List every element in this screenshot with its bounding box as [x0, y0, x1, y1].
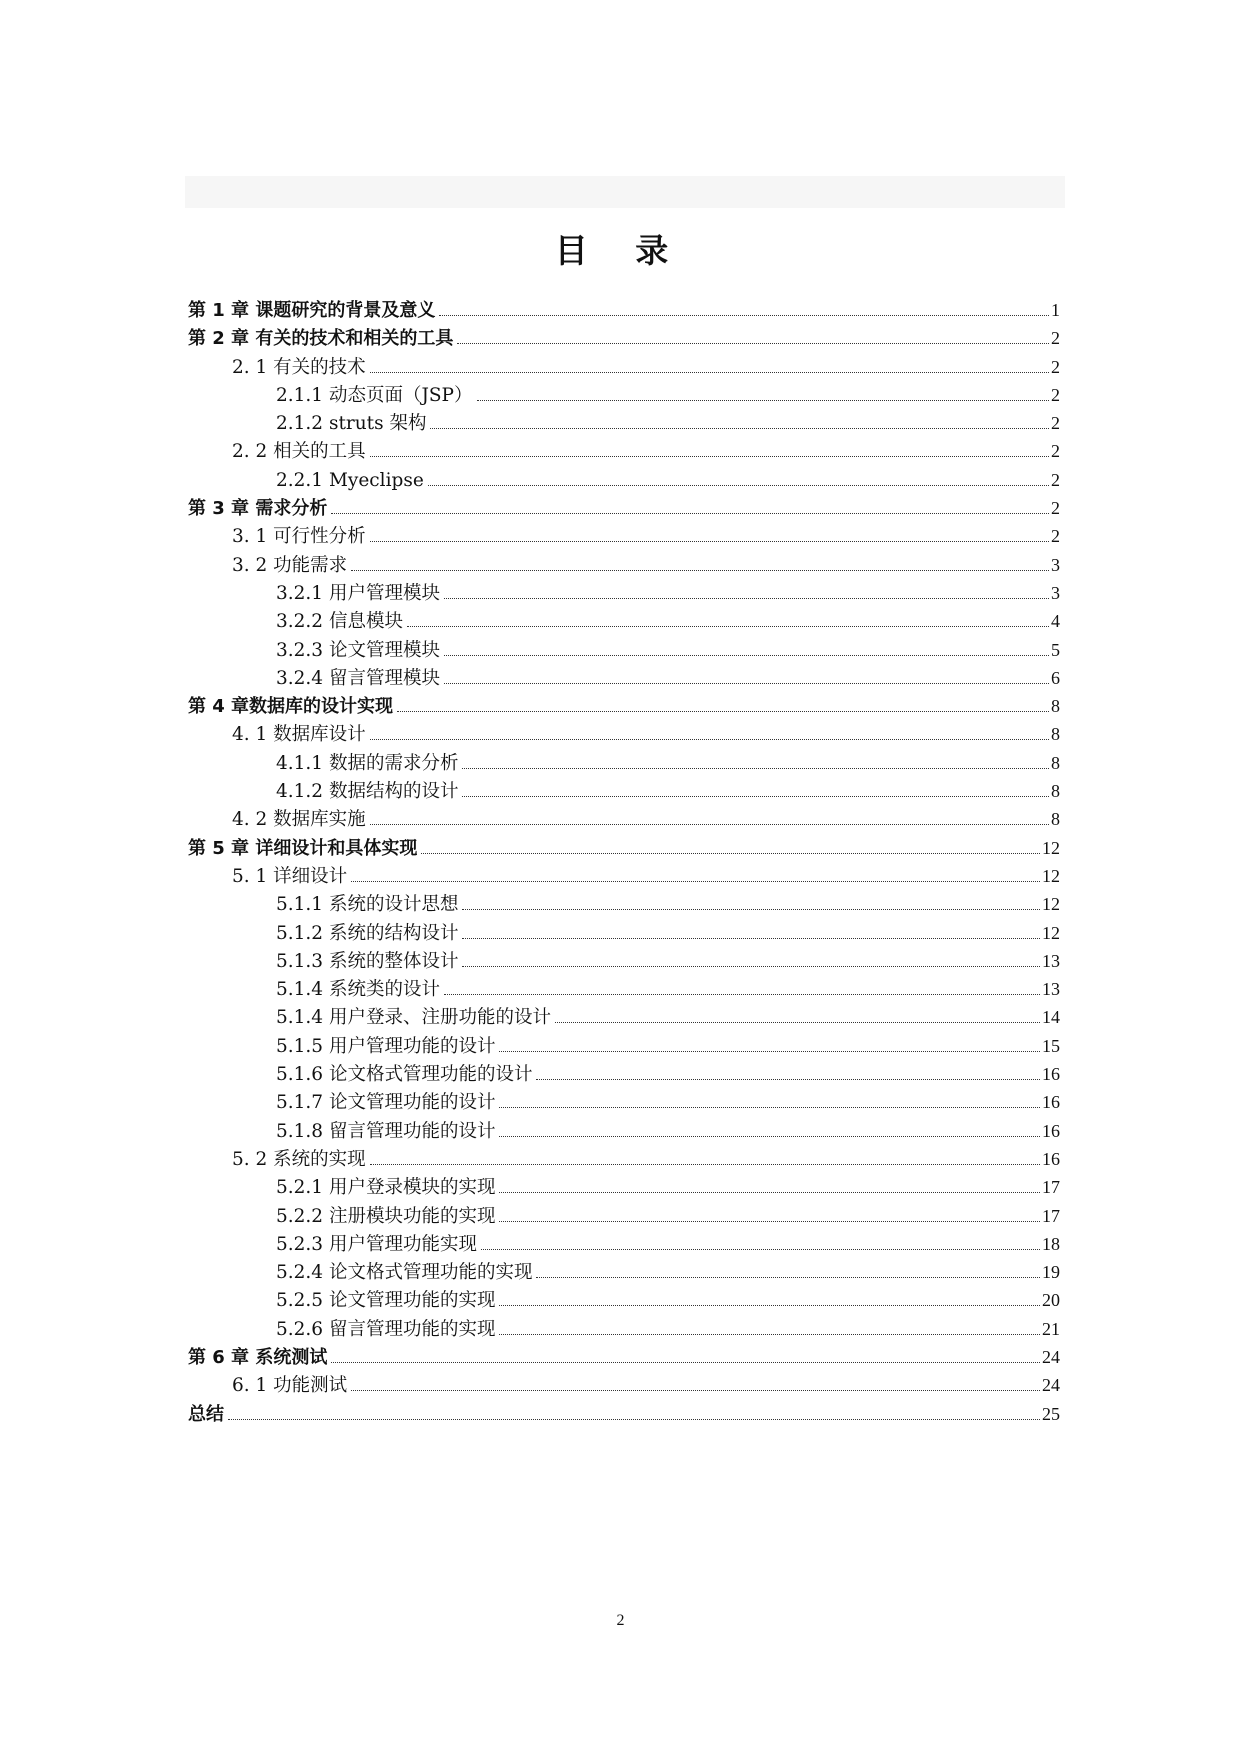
toc-entry-page: 2 — [1051, 413, 1060, 434]
toc-entry[interactable] — [188, 1315, 1060, 1343]
toc-entry-page: 17 — [1042, 1177, 1060, 1198]
toc-entry-page: 16 — [1042, 1120, 1060, 1141]
toc-entry-page: 2 — [1051, 441, 1060, 462]
toc-dot-leader — [370, 739, 1049, 740]
toc-dot-leader — [444, 994, 1040, 995]
toc-entry-page: 8 — [1051, 752, 1060, 773]
toc-entry-label: 总结 — [188, 1403, 224, 1425]
toc-entry[interactable] — [188, 1286, 1060, 1314]
toc-entry[interactable] — [188, 1088, 1060, 1116]
toc-entry-page: 8 — [1051, 724, 1060, 745]
toc-entry[interactable] — [188, 1400, 1060, 1428]
toc-dot-leader — [370, 456, 1049, 457]
toc-entry-page: 2 — [1051, 328, 1060, 349]
toc-entry-label: 4. 1 数据库设计 — [232, 724, 366, 746]
toc-entry[interactable] — [188, 749, 1060, 777]
toc-entry-label: 5.2.1 用户登录模块的实现 — [276, 1177, 496, 1199]
toc-dot-leader — [444, 598, 1049, 599]
toc-entry[interactable] — [188, 636, 1060, 664]
toc-entry-label: 第 3 章 需求分析 — [188, 498, 328, 520]
toc-entry-page: 8 — [1051, 809, 1060, 830]
toc-entry-page: 6 — [1051, 667, 1060, 688]
toc-entry-label: 3. 2 功能需求 — [232, 554, 348, 576]
toc-entry-label: 5.1.2 系统的结构设计 — [276, 922, 459, 944]
toc-entry-page: 4 — [1051, 611, 1060, 632]
toc-entry-label: 4.1.2 数据结构的设计 — [276, 781, 459, 803]
toc-entry-page: 16 — [1042, 1092, 1060, 1113]
toc-entry-page: 24 — [1042, 1346, 1060, 1367]
toc-entry-label: 2. 2 相关的工具 — [232, 441, 366, 463]
toc-entry[interactable] — [188, 494, 1060, 522]
toc-dot-leader — [351, 881, 1040, 882]
toc-entry[interactable] — [188, 381, 1060, 409]
toc-dot-leader — [462, 938, 1040, 939]
toc-entry-page: 12 — [1042, 894, 1060, 915]
toc-entry-label: 第 1 章 课题研究的背景及意义 — [188, 300, 436, 321]
toc-entry[interactable] — [188, 1117, 1060, 1145]
toc-entry-label: 5.1.3 系统的整体设计 — [276, 950, 459, 972]
toc-entry-label: 3. 1 可行性分析 — [232, 526, 366, 548]
toc-dot-leader — [499, 1051, 1040, 1052]
toc-entry[interactable] — [188, 1173, 1060, 1201]
toc-entry-label: 5.1.4 用户登录、注册功能的设计 — [276, 1007, 551, 1029]
toc-entry-page: 18 — [1042, 1233, 1060, 1254]
toc-entry-page: 8 — [1051, 781, 1060, 802]
toc-entry-page: 1 — [1051, 300, 1060, 320]
page-number: 2 — [616, 1612, 625, 1629]
toc-entry-label: 第 5 章 详细设计和具体实现 — [188, 837, 418, 859]
toc-entry-label: 5.1.4 系统类的设计 — [276, 979, 440, 1001]
toc-entry[interactable] — [188, 1258, 1060, 1286]
toc-entry-label: 3.2.2 信息模块 — [276, 611, 403, 633]
toc-entry-label: 5. 1 详细设计 — [232, 865, 348, 887]
toc-entry-label: 2.1.1 动态页面（JSP） — [276, 384, 473, 406]
toc-entry-page: 14 — [1042, 1007, 1060, 1028]
toc-entry-page: 20 — [1042, 1290, 1060, 1311]
toc-dot-leader — [331, 513, 1049, 514]
toc-dot-leader — [407, 626, 1049, 627]
toc-entry[interactable] — [188, 579, 1060, 607]
toc-entry-label: 6. 1 功能测试 — [232, 1375, 348, 1397]
toc-dot-leader — [499, 1334, 1040, 1335]
toc-dot-leader — [499, 1107, 1040, 1108]
toc-entry-label: 5.2.4 论文格式管理功能的实现 — [276, 1262, 533, 1284]
toc-entry[interactable] — [188, 296, 1060, 324]
toc-entry-label: 3.2.4 留言管理模块 — [276, 667, 440, 689]
toc-dot-leader — [462, 909, 1040, 910]
toc-entry-page: 21 — [1042, 1318, 1060, 1339]
toc-dot-leader — [499, 1221, 1040, 1222]
toc-entry-label: 5.1.6 论文格式管理功能的设计 — [276, 1064, 533, 1086]
toc-dot-leader — [536, 1277, 1040, 1278]
page-title: 目 录 — [554, 231, 687, 270]
toc-dot-leader — [481, 1249, 1040, 1250]
toc-entry[interactable] — [188, 409, 1060, 437]
toc-entry[interactable] — [188, 692, 1060, 720]
toc-entry[interactable] — [188, 777, 1060, 805]
toc-entry[interactable] — [188, 1230, 1060, 1258]
toc-entry-page: 19 — [1042, 1262, 1060, 1283]
toc-dot-leader — [351, 570, 1049, 571]
toc-entry-label: 5.1.1 系统的设计思想 — [276, 894, 459, 916]
toc-entry-label: 2.2.1 Myeclipse — [276, 469, 424, 491]
toc-entry-page: 12 — [1042, 922, 1060, 943]
toc-entry[interactable] — [188, 890, 1060, 918]
toc-entry[interactable] — [188, 1032, 1060, 1060]
toc-entry-label: 第 6 章 系统测试 — [188, 1346, 328, 1368]
toc-entry-page: 8 — [1051, 696, 1060, 717]
toc-entry-page: 2 — [1051, 384, 1060, 405]
toc-entry-label: 3.2.3 论文管理模块 — [276, 639, 440, 661]
toc-entry[interactable] — [188, 919, 1060, 947]
toc-entry-label: 5.2.6 留言管理功能的实现 — [276, 1318, 496, 1340]
toc-entry-page: 16 — [1042, 1064, 1060, 1085]
toc-entry[interactable] — [188, 1003, 1060, 1031]
toc-dot-leader — [462, 768, 1049, 769]
toc-entry-page: 3 — [1051, 582, 1060, 603]
toc-entry[interactable] — [188, 466, 1060, 494]
toc-entry[interactable] — [188, 1060, 1060, 1088]
toc-entry-label: 第 4 章数据库的设计实现 — [188, 696, 394, 718]
toc-dot-leader — [430, 428, 1049, 429]
toc-entry-page: 24 — [1042, 1375, 1060, 1396]
toc-dot-leader — [457, 343, 1049, 344]
toc-entry[interactable] — [188, 1343, 1060, 1371]
toc-entry-page: 5 — [1051, 639, 1060, 660]
toc-dot-leader — [462, 796, 1049, 797]
toc-dot-leader — [370, 372, 1049, 373]
toc-entry-label: 4.1.1 数据的需求分析 — [276, 752, 459, 774]
header-band — [185, 176, 1065, 208]
toc-entry[interactable] — [188, 353, 1060, 381]
toc-entry-label: 5.1.7 论文管理功能的设计 — [276, 1092, 496, 1114]
toc-dot-leader — [331, 1362, 1040, 1363]
toc-dot-leader — [428, 485, 1049, 486]
toc-entry[interactable] — [188, 664, 1060, 692]
toc-entry-page: 17 — [1042, 1205, 1060, 1226]
toc-entry-page: 2 — [1051, 356, 1060, 377]
toc-dot-leader — [462, 966, 1040, 967]
toc-entry-label: 5.2.5 论文管理功能的实现 — [276, 1290, 496, 1312]
toc-entry-label: 2. 1 有关的技术 — [232, 356, 366, 378]
toc-entry-label: 3.2.1 用户管理模块 — [276, 582, 440, 604]
toc-entry[interactable] — [188, 607, 1060, 635]
toc-dot-leader — [397, 711, 1049, 712]
toc-entry-label: 5.1.5 用户管理功能的设计 — [276, 1035, 496, 1057]
toc-entry-page: 2 — [1051, 469, 1060, 490]
toc-entry-label: 4. 2 数据库实施 — [232, 809, 366, 831]
toc-entry[interactable] — [188, 551, 1060, 579]
toc-dot-leader — [499, 1192, 1040, 1193]
toc-entry[interactable] — [188, 947, 1060, 975]
toc-dot-leader — [228, 1419, 1040, 1420]
toc-entry-page: 16 — [1042, 1148, 1060, 1169]
toc-entry[interactable] — [188, 522, 1060, 550]
toc-entry[interactable] — [188, 834, 1060, 862]
toc-entry[interactable] — [188, 805, 1060, 833]
toc-entry-page: 15 — [1042, 1035, 1060, 1056]
toc-dot-leader — [351, 1390, 1040, 1391]
toc-entry-label: 5.1.8 留言管理功能的设计 — [276, 1120, 496, 1142]
toc-dot-leader — [370, 824, 1049, 825]
toc-entry-page: 13 — [1042, 950, 1060, 971]
toc-entry[interactable] — [188, 1202, 1060, 1230]
table-of-contents — [188, 296, 1060, 1428]
toc-entry-page: 3 — [1051, 554, 1060, 575]
toc-entry[interactable] — [188, 975, 1060, 1003]
toc-dot-leader — [499, 1305, 1040, 1306]
toc-entry[interactable] — [188, 324, 1060, 352]
toc-entry-label: 5.2.2 注册模块功能的实现 — [276, 1205, 496, 1227]
toc-entry-page: 12 — [1042, 865, 1060, 886]
toc-dot-leader — [370, 1164, 1040, 1165]
toc-entry-label: 5.2.3 用户管理功能实现 — [276, 1233, 477, 1255]
toc-entry[interactable] — [188, 1145, 1060, 1173]
toc-dot-leader — [499, 1136, 1040, 1137]
toc-entry-page: 2 — [1051, 526, 1060, 547]
toc-dot-leader — [370, 541, 1049, 542]
toc-dot-leader — [536, 1079, 1040, 1080]
toc-entry-label: 第 2 章 有关的技术和相关的工具 — [188, 328, 454, 350]
toc-dot-leader — [421, 853, 1040, 854]
toc-dot-leader — [439, 315, 1049, 316]
toc-dot-leader — [444, 655, 1049, 656]
toc-dot-leader — [555, 1022, 1040, 1023]
toc-entry[interactable] — [188, 720, 1060, 748]
toc-dot-leader — [444, 683, 1049, 684]
toc-entry-page: 25 — [1042, 1403, 1060, 1424]
toc-entry[interactable] — [188, 437, 1060, 465]
toc-entry[interactable] — [188, 1371, 1060, 1399]
toc-entry-label: 5. 2 系统的实现 — [232, 1148, 366, 1170]
toc-entry-label: 2.1.2 struts 架构 — [276, 413, 427, 435]
toc-entry-page: 13 — [1042, 979, 1060, 1000]
toc-entry-page: 2 — [1051, 498, 1060, 519]
toc-dot-leader — [477, 400, 1050, 401]
toc-entry[interactable] — [188, 862, 1060, 890]
toc-entry-page: 12 — [1042, 837, 1060, 858]
